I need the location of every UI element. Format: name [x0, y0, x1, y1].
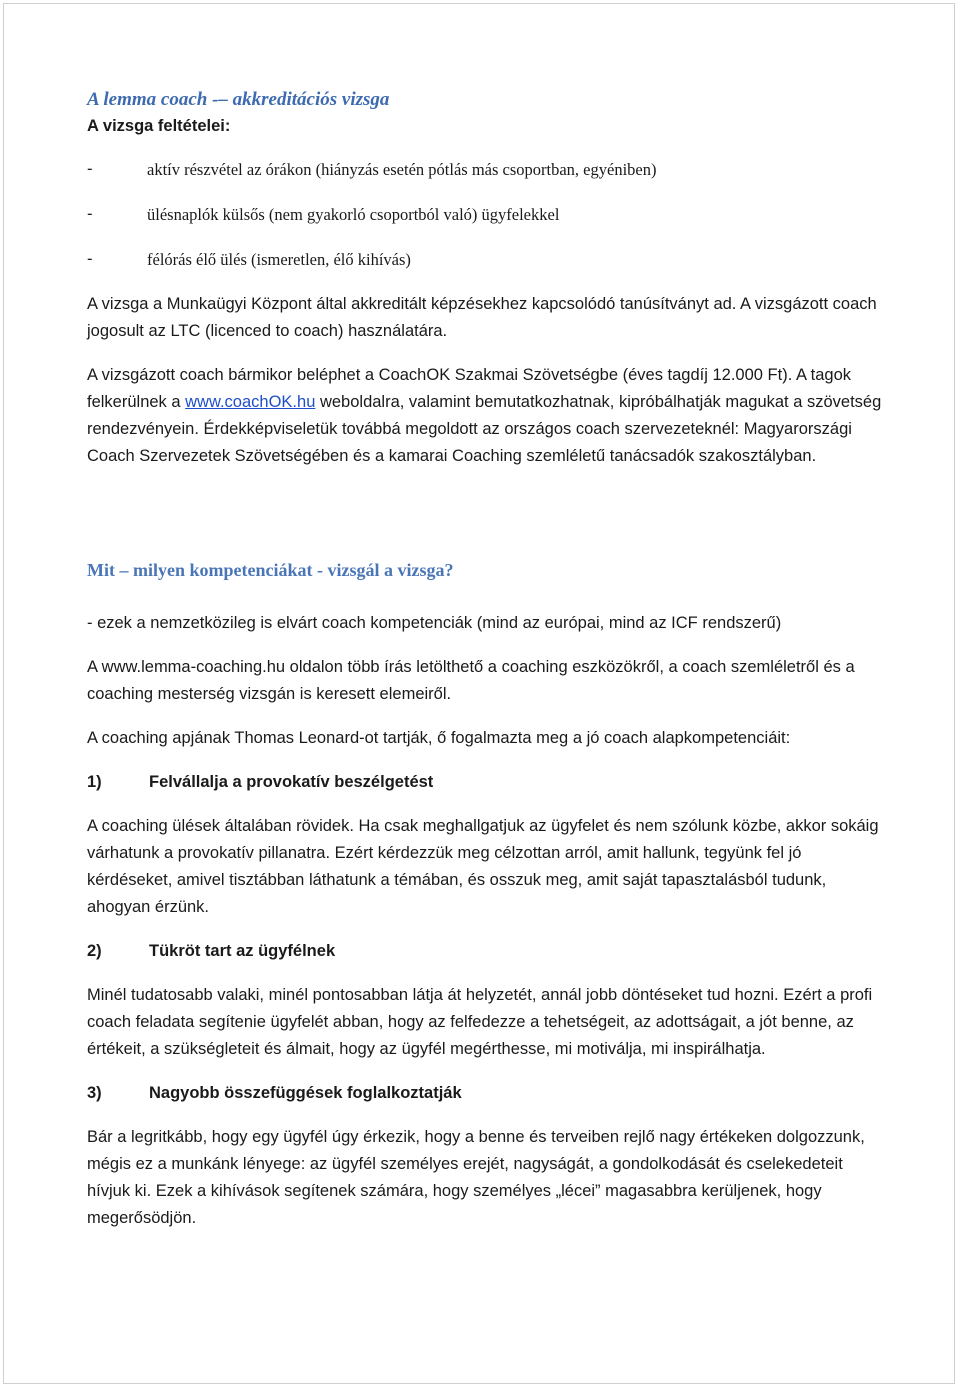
spacer: [87, 487, 887, 557]
condition-item: [87, 201, 887, 228]
document-page: [3, 3, 955, 1384]
competency-body: Bár a legritkább, hogy egy ügyfél úgy érkezik, hogy a benne és terveiben rejlő nagy értékeken dolgozzunk, mégis ez a munkánk lényege: az ügyfél személyes erejét, nagyságát, a gondolkodását és cselekedeteit hívjuk ki. Ezek a kihívások segítenek számára, hogy személyes „lécei” magasabbra kerüljenek, hogy megerősödjön.: [87, 1128, 865, 1227]
competencies-intro: - ezek a nemzetközileg is elvárt coach kompetenciák (mind az európai, mind az ICF rendszerű): [87, 614, 782, 632]
leonard-paragraph: A coaching apjának Thomas Leonard-ot tartják, ő fogalmazta meg a jó coach alapkompetenciáit:: [87, 729, 791, 747]
competency-title: Tükröt tart az ügyfélnek: [149, 942, 336, 960]
condition-item: [87, 246, 887, 273]
document-title: A lemma coach -– akkreditációs vizsga: [87, 89, 390, 110]
membership-text-start: A vizsgázott coach bármikor beléphet a CoachOK Szakmai Szövetségbe (éves tagdíj 12.000 Ft). A tagok felkerülnek a: [87, 366, 852, 411]
competency-heading: [87, 1080, 887, 1107]
competency-number: 2): [87, 942, 102, 960]
condition-text: aktív részvétel az órákon (hiányzás esetén pótlás más csoportban, egyéniben): [147, 160, 657, 179]
section-title: Mit – milyen kompetenciákat - vizsgál a vizsga?: [87, 560, 454, 580]
dash-bullet: -: [87, 205, 93, 223]
conditions-heading: A vizsga feltételei:: [87, 117, 231, 135]
condition-text: ülésnaplók külsős (nem gyakorló csoportból való) ügyfelekkel: [147, 205, 560, 224]
condition-item: [87, 156, 887, 183]
competency-body: A coaching ülések általában rövidek. Ha csak meghallgatjuk az ügyfelet és nem szólunk közbe, akkor sokáig várhatunk a provokatív pillanatra. Ezért kérdezzük meg célzottan arról, amit hallunk, tegyünk fel jó kérdéseket, amivel tisztábban láthatunk a témában, és osszuk meg, amit saját tapasztalásból tudunk, ahogyan érzünk.: [87, 817, 879, 916]
dash-bullet: -: [87, 250, 93, 268]
competency-heading: [87, 769, 887, 796]
membership-text-end: weboldalra, valamint bemutatkozhatnak, kipróbálhatják magukat a szövetség rendezvényein. Érdekképviseletük továbbá megoldott az országos coach szervezeteknél: Magyarországi Coach Szervezetek Szövetségében és a kamarai Coaching szemléletű tanácsadók szakosztályban.: [87, 393, 882, 465]
resources-paragraph: A www.lemma-coaching.hu oldalon több írás letölthető a coaching eszközökről, a coach szemléletről és a coaching mesterség vizsgán is keresett elemeiről.: [87, 658, 855, 703]
dash-bullet: -: [87, 160, 93, 178]
document-body: [87, 87, 887, 1249]
competency-number: 3): [87, 1084, 102, 1102]
competency-body: Minél tudatosabb valaki, minél pontosabban látja át helyzetét, annál jobb döntéseket tud hozni. Ezért a profi coach feladata segítenie ügyfelét abban, hogy az felfedezze a tehetségeit, az adottságait, a jót benne, az értékeit, a szükségleteit és álmait, hogy az ügyfél megérthesse, mi motiválja, mi inspirálhatja.: [87, 986, 873, 1058]
competency-title: Nagyobb összefüggések foglalkoztatják: [149, 1084, 462, 1102]
accreditation-paragraph: A vizsga a Munkaügyi Központ által akkreditált képzésekhez kapcsolódó tanúsítványt ad. A vizsgázott coach jogosult az LTC (licenced to coach) használatára.: [87, 295, 877, 340]
competency-title: Felvállalja a provokatív beszélgetést: [149, 773, 434, 791]
competency-heading: [87, 938, 887, 965]
coachok-link[interactable]: www.coachOK.hu: [185, 393, 316, 411]
membership-paragraph: [87, 362, 887, 470]
competency-number: 1): [87, 773, 102, 791]
condition-text: félórás élő ülés (ismeretlen, élő kihívás): [147, 250, 411, 269]
